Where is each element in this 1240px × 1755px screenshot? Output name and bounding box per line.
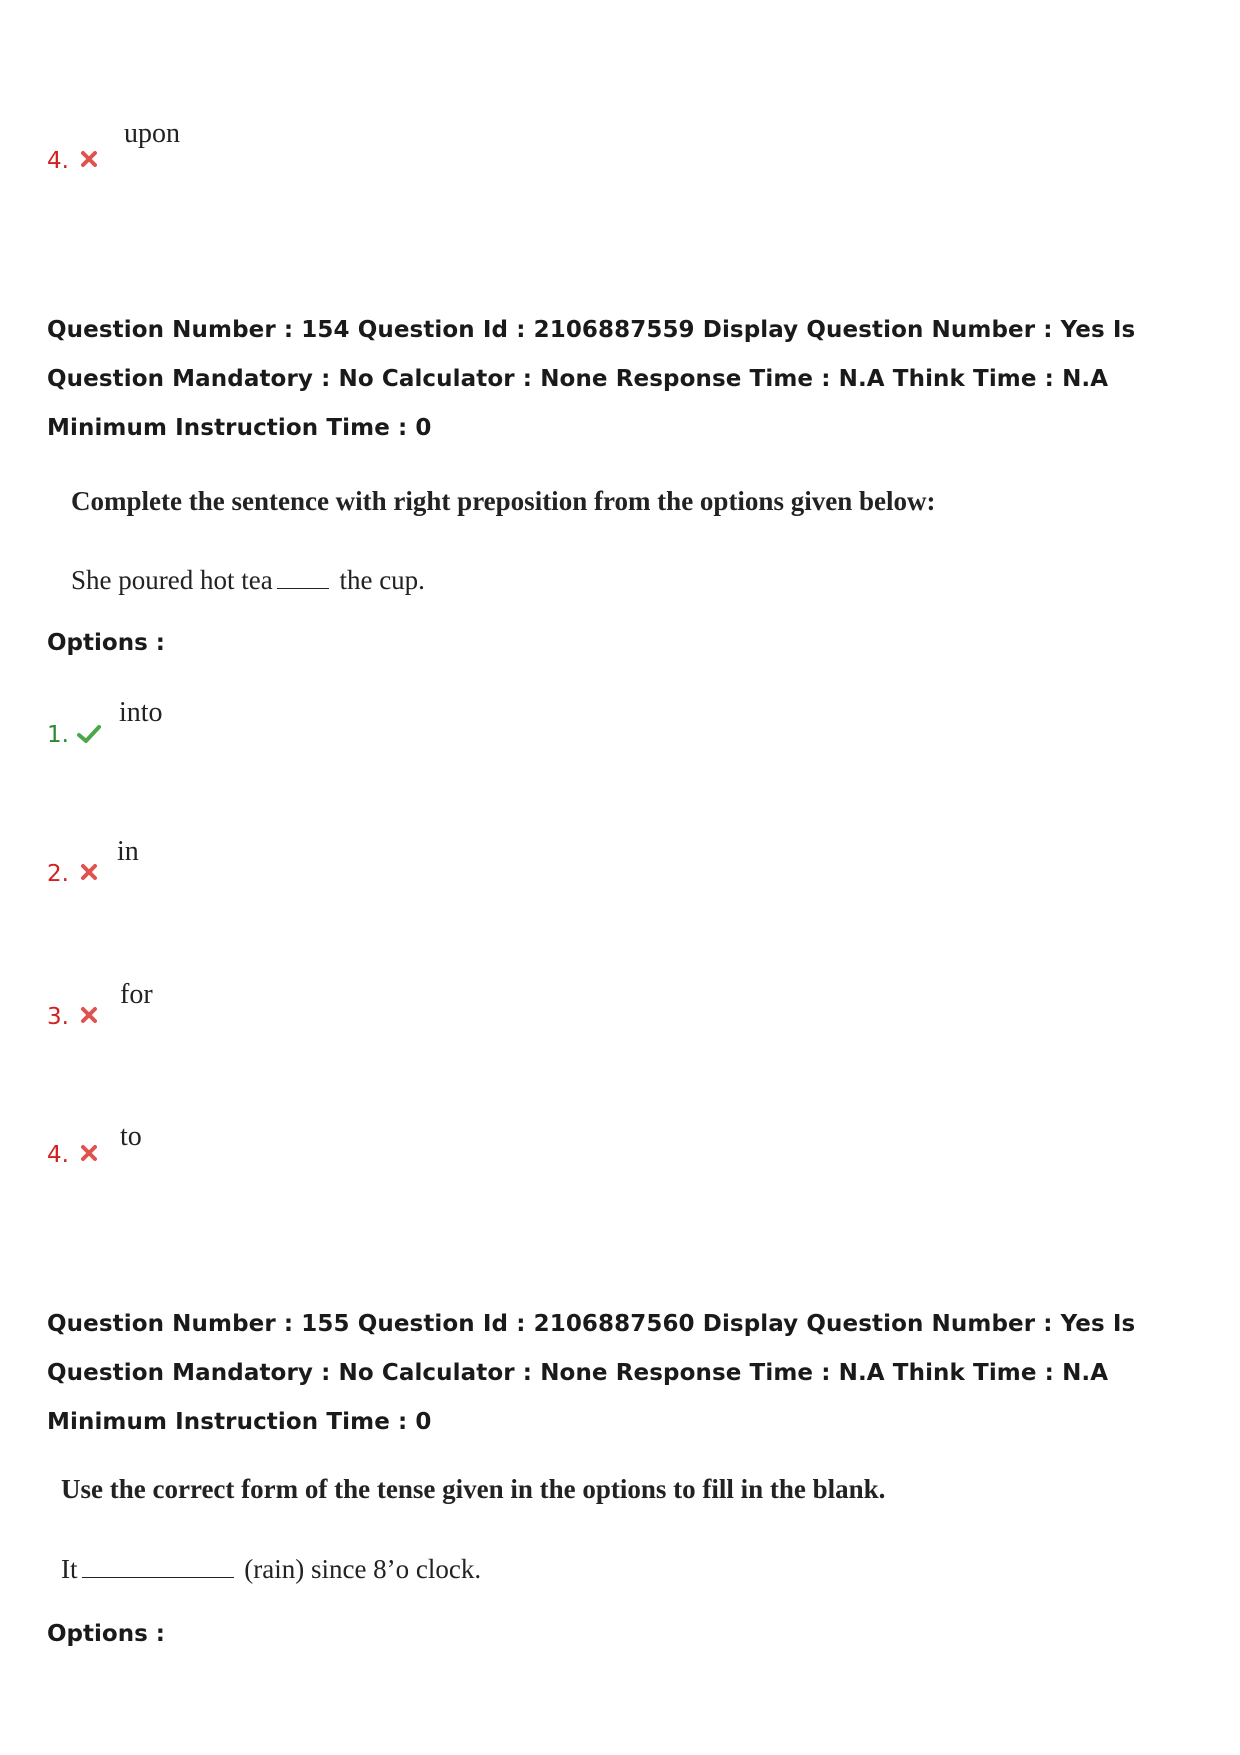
cross-icon bbox=[78, 148, 100, 170]
option-text: into bbox=[119, 697, 163, 728]
question-sentence bbox=[71, 565, 425, 596]
option-number: 3. bbox=[47, 1004, 69, 1030]
question-sentence bbox=[61, 1554, 481, 1585]
fill-blank bbox=[277, 587, 329, 589]
fill-blank bbox=[82, 1576, 234, 1578]
option-number: 4. bbox=[47, 148, 69, 174]
check-icon bbox=[76, 723, 102, 745]
option-number: 1. bbox=[47, 722, 69, 748]
cross-icon bbox=[78, 1004, 100, 1026]
option-text: upon bbox=[124, 118, 180, 149]
option-text: for bbox=[120, 979, 153, 1010]
sentence-after: the cup. bbox=[339, 565, 425, 595]
options-label: Options : bbox=[47, 1621, 165, 1647]
sentence-before: She poured hot tea bbox=[71, 565, 273, 595]
options-label: Options : bbox=[47, 630, 165, 656]
option-number: 4. bbox=[47, 1142, 69, 1168]
sentence-before: It bbox=[61, 1554, 78, 1584]
option-text: to bbox=[120, 1121, 142, 1152]
question-instruction: Use the correct form of the tense given in the options to fill in the blank. bbox=[61, 1474, 886, 1504]
option-number: 2. bbox=[47, 861, 69, 887]
question-meta: Question Number : 154 Question Id : 2106887559 Display Question Number : Yes Is Question Mandatory : No Calculator : None Response Time : N.A Think Time : N.A Minimum Instruction Time : 0 bbox=[47, 317, 1136, 441]
question-instruction: Complete the sentence with right preposition from the options given below: bbox=[71, 486, 936, 516]
cross-icon bbox=[78, 861, 100, 883]
cross-icon bbox=[78, 1142, 100, 1164]
sentence-after: (rain) since 8’o clock. bbox=[244, 1554, 482, 1584]
option-text: in bbox=[117, 836, 139, 867]
question-meta: Question Number : 155 Question Id : 2106887560 Display Question Number : Yes Is Question Mandatory : No Calculator : None Response Time : N.A Think Time : N.A Minimum Instruction Time : 0 bbox=[47, 1311, 1136, 1435]
